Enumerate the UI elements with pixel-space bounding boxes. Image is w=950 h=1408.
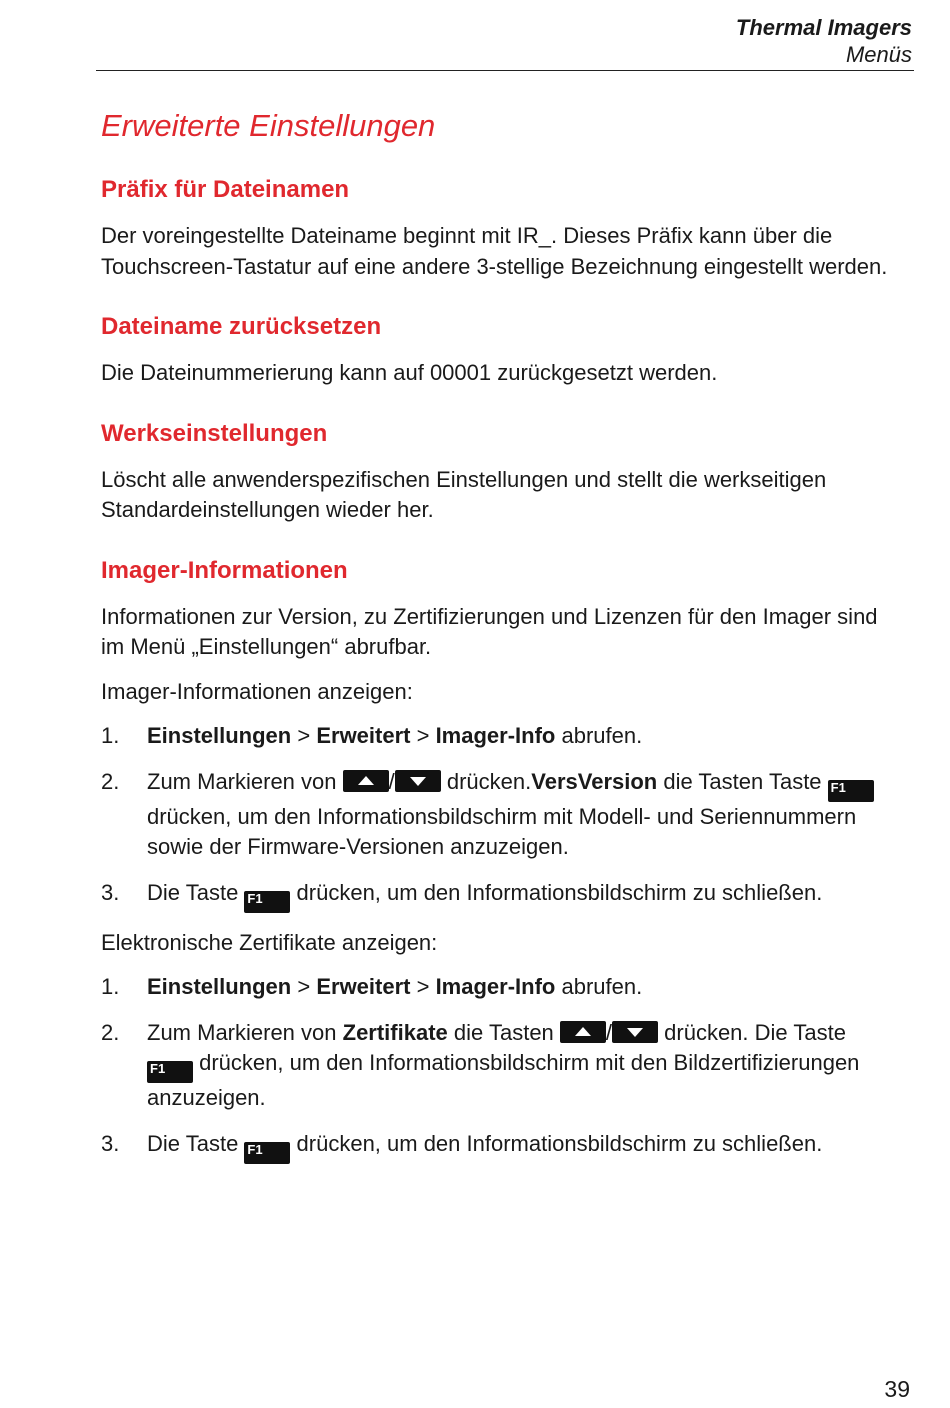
page-content bbox=[101, 104, 891, 1179]
step-text: drücken, um den Informationsbildschirm mit Modell- und Seriennummern sowie der Firmware-Versionen anzuzeigen. bbox=[147, 803, 857, 859]
down-arrow-icon bbox=[612, 1021, 658, 1043]
step-text: die Tasten bbox=[447, 1019, 560, 1045]
up-arrow-icon bbox=[343, 770, 389, 792]
step-number: 3. bbox=[101, 879, 120, 905]
up-arrow-icon bbox=[560, 1021, 606, 1043]
step-text: drücken, um den Informationsbildschirm zu schließen. bbox=[290, 1130, 823, 1156]
header-subtitle: Menüs bbox=[845, 42, 912, 67]
running-header bbox=[736, 14, 912, 68]
section-text-imager-info: Informationen zur Version, zu Zertifizierungen und Lizenzen für den Imager sind im Menü „Einstellungen“ abrufbar. bbox=[101, 603, 878, 659]
menu-path-settings: Einstellungen bbox=[147, 974, 292, 999]
list-intro-imager-info: Imager-Informationen anzeigen: bbox=[101, 678, 413, 704]
f1-key-icon: F1 bbox=[828, 780, 874, 802]
step-item bbox=[101, 972, 891, 1003]
step-text: abrufen. bbox=[555, 974, 643, 999]
step-item bbox=[101, 1018, 891, 1114]
menu-item-certificates: Zertifikate bbox=[342, 1019, 448, 1045]
step-text: abrufen. bbox=[555, 723, 643, 748]
section-text-factory-settings: Löscht alle anwenderspezifischen Einstellungen und stellt die werkseitigen Standardeinstellungen wieder her. bbox=[101, 466, 827, 522]
header-title: Thermal Imagers bbox=[735, 15, 912, 40]
steps-certificates bbox=[101, 972, 891, 1164]
key-separator: / bbox=[605, 1019, 613, 1045]
path-separator: > bbox=[291, 974, 317, 999]
path-separator: > bbox=[410, 723, 436, 748]
section-heading-reset-filename: Dateiname zurücksetzen bbox=[101, 313, 382, 340]
key-separator: / bbox=[388, 768, 395, 794]
steps-imager-info bbox=[101, 721, 891, 913]
step-number: 2. bbox=[101, 1019, 120, 1045]
step-text: drücken, um den Informationsbildschirm mit den Bildzertifizierungen anzuzeigen. bbox=[147, 1050, 860, 1110]
section-text-reset-filename: Die Dateinummerierung kann auf 00001 zurückgesetzt werden. bbox=[101, 360, 718, 385]
menu-path-advanced: Erweitert bbox=[316, 974, 411, 999]
path-separator: > bbox=[410, 974, 436, 999]
step-text: drücken. bbox=[440, 768, 532, 794]
section-heading-imager-info: Imager-Informationen bbox=[101, 556, 348, 584]
page-title: Erweiterte Einstellungen bbox=[101, 108, 436, 143]
step-item bbox=[101, 878, 891, 913]
page-number: 39 bbox=[884, 1376, 910, 1402]
list-intro-certificates: Elektronische Zertifikate anzeigen: bbox=[101, 929, 438, 955]
step-text: Die Taste bbox=[147, 1130, 245, 1156]
down-arrow-icon bbox=[395, 770, 441, 792]
step-text: Zum Markieren von bbox=[147, 1019, 343, 1045]
step-item bbox=[101, 767, 891, 863]
f1-key-icon: F1 bbox=[244, 891, 290, 913]
section-heading-prefix: Präfix für Dateinamen bbox=[101, 176, 350, 203]
menu-path-settings: Einstellungen bbox=[147, 723, 292, 748]
path-separator: > bbox=[291, 723, 317, 748]
menu-path-imager-info: Imager-Info bbox=[435, 723, 556, 748]
step-text: die Tasten Taste bbox=[657, 768, 828, 794]
f1-key-icon: F1 bbox=[244, 1142, 290, 1164]
menu-item-version: VersVersion bbox=[531, 768, 658, 794]
step-number: 1. bbox=[101, 723, 120, 748]
menu-path-imager-info: Imager-Info bbox=[435, 974, 556, 999]
step-text: Die Taste bbox=[147, 879, 245, 905]
menu-path-advanced: Erweitert bbox=[316, 723, 411, 748]
step-number: 1. bbox=[101, 974, 120, 999]
step-number: 2. bbox=[101, 768, 120, 794]
section-text-prefix: Der voreingestellte Dateiname beginnt mit IR_. Dieses Präfix kann über die Touchscreen-Tastatur auf eine andere 3-stellige Bezeichnung eingestellt werden. bbox=[101, 223, 888, 279]
step-text: drücken, um den Informationsbildschirm zu schließen. bbox=[290, 879, 823, 905]
step-text: Zum Markieren von bbox=[147, 768, 343, 794]
f1-key-icon: F1 bbox=[147, 1061, 193, 1083]
section-heading-factory-settings: Werkseinstellungen bbox=[101, 419, 328, 447]
step-item bbox=[101, 1129, 891, 1164]
step-text: drücken. Die Taste bbox=[658, 1019, 846, 1045]
step-item bbox=[101, 721, 891, 752]
step-number: 3. bbox=[101, 1130, 120, 1156]
header-divider bbox=[96, 70, 914, 71]
